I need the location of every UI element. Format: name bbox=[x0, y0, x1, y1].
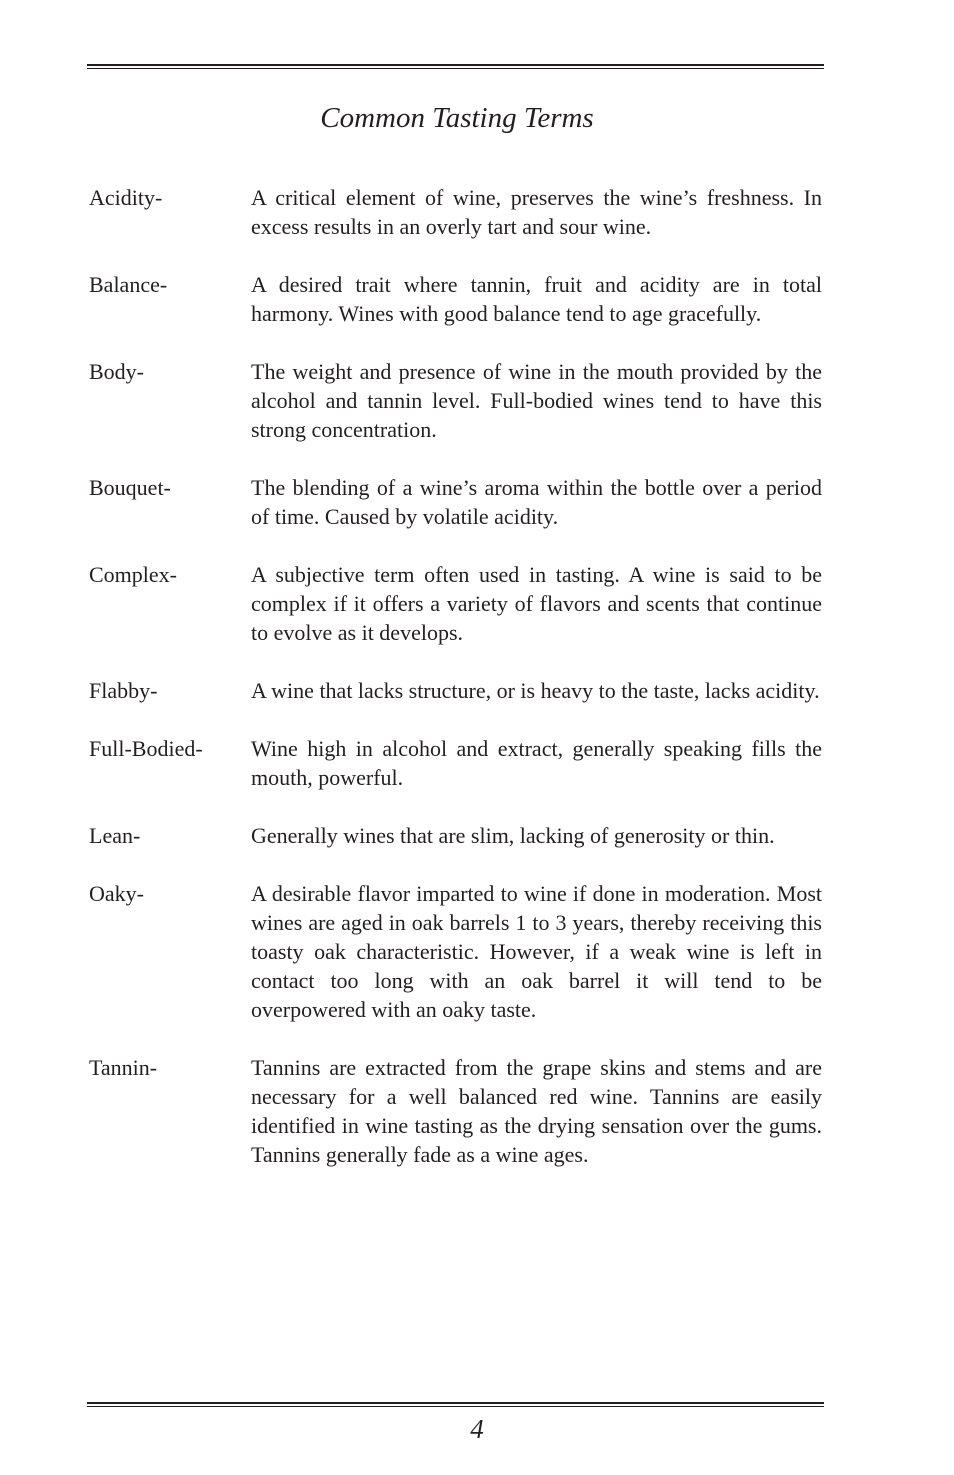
glossary-term: Tannin- bbox=[89, 1055, 158, 1080]
glossary-entry-acidity bbox=[89, 183, 822, 241]
glossary-definition: Wine high in alcohol and extract, generally speaking fills the mouth, powerful. bbox=[251, 736, 822, 790]
glossary-entry-complex bbox=[89, 560, 822, 647]
glossary-definition: A subjective term often used in tasting. A wine is said to be complex if it offers a variety of flavors and scents that continue to evolve as it develops. bbox=[251, 562, 822, 645]
glossary-entry-bouquet bbox=[89, 473, 822, 531]
glossary-term: Complex- bbox=[89, 562, 177, 587]
glossary-entry-body bbox=[89, 357, 822, 444]
glossary-term: Oaky- bbox=[89, 881, 144, 906]
glossary-definition: The blending of a wine’s aroma within the bottle over a period of time. Caused by volatile acidity. bbox=[251, 475, 822, 529]
glossary-definition: The weight and presence of wine in the mouth provided by the alcohol and tannin level. Full-bodied wines tend to have this strong concentration. bbox=[251, 359, 822, 442]
glossary-entry-flabby bbox=[89, 676, 822, 705]
top-rule bbox=[87, 64, 824, 69]
glossary-definition: A desirable flavor imparted to wine if done in moderation. Most wines are aged in oak barrels 1 to 3 years, thereby receiving this toasty oak characteristic. However, if a weak wine is left in contact too long with an oak barrel it will tend to be overpowered with an oaky taste. bbox=[251, 881, 822, 1022]
glossary-entry-lean bbox=[89, 821, 822, 850]
glossary-term: Balance- bbox=[89, 272, 168, 297]
glossary-definition: A desired trait where tannin, fruit and acidity are in total harmony. Wines with good balance tend to age gracefully. bbox=[251, 272, 822, 326]
page-number: 4 bbox=[470, 1414, 484, 1444]
glossary-term: Bouquet- bbox=[89, 475, 171, 500]
glossary-entry-balance bbox=[89, 270, 822, 328]
glossary-definition: A critical element of wine, preserves the wine’s freshness. In excess results in an overly tart and sour wine. bbox=[251, 185, 822, 239]
glossary-list bbox=[89, 183, 822, 1198]
glossary-entry-full-bodied bbox=[89, 734, 822, 792]
glossary-entry-tannin bbox=[89, 1053, 822, 1169]
page-title: Common Tasting Terms bbox=[320, 102, 594, 134]
glossary-definition: Generally wines that are slim, lacking of generosity or thin. bbox=[251, 823, 775, 848]
glossary-term: Lean- bbox=[89, 823, 141, 848]
glossary-term: Body- bbox=[89, 359, 144, 384]
glossary-term: Flabby- bbox=[89, 678, 158, 703]
glossary-term: Acidity- bbox=[89, 185, 163, 210]
glossary-definition: A wine that lacks structure, or is heavy to the taste, lacks acidity. bbox=[251, 678, 820, 703]
glossary-entry-oaky bbox=[89, 879, 822, 1024]
glossary-term: Full-Bodied- bbox=[89, 736, 203, 761]
glossary-definition: Tannins are extracted from the grape skins and stems and are necessary for a well balanced red wine. Tannins are easily identified in wine tasting as the drying sensation over the gums. Tannins generally fade as a wine ages. bbox=[251, 1055, 822, 1167]
bottom-rule bbox=[87, 1402, 824, 1407]
